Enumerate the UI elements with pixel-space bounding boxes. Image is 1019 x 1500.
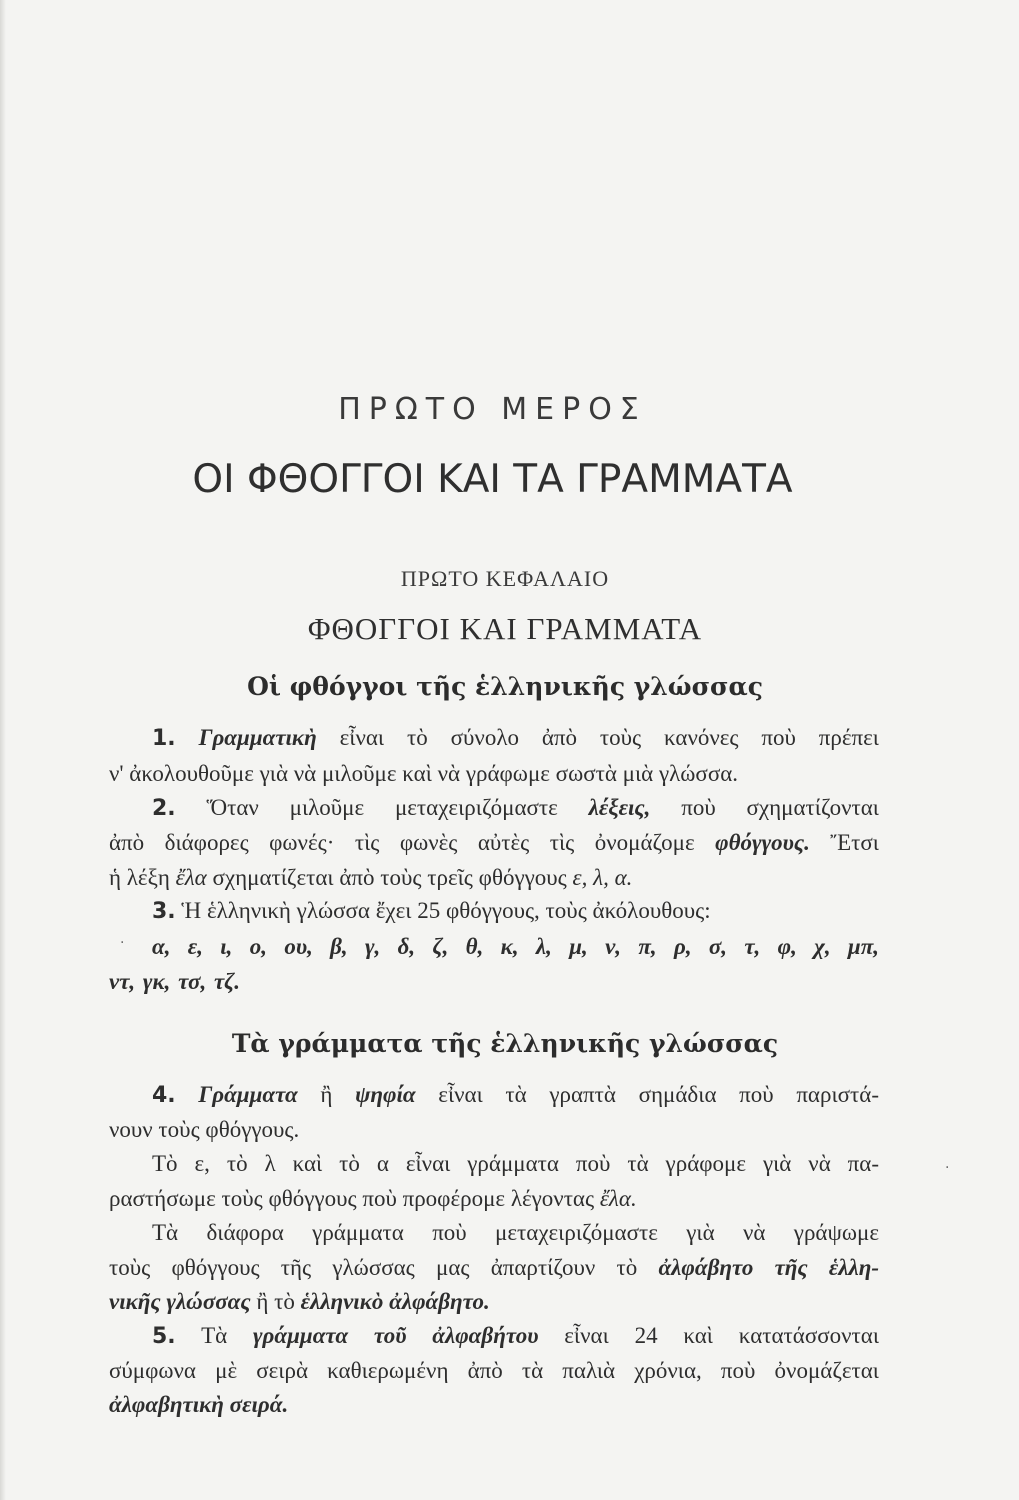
paragraph-3-line-1 — [152, 893, 879, 929]
text-run: ἡ λέξη — [109, 865, 176, 890]
text-run: τοὺς φθόγγους τῆς γλώσσας μας ἀπαρτίζουν τὸ — [109, 1255, 659, 1280]
paragraph-1-line-1 — [152, 720, 879, 756]
paragraph-1-line-2: ν' ἀκολουθοῦμε γιὰ νὰ μιλοῦμε καὶ νὰ γράφωμε σωστὰ μιὰ γλώσσα. — [109, 761, 739, 786]
term-psifia: ψηφία — [355, 1082, 416, 1107]
text-run: ἢ — [297, 1082, 356, 1107]
text-run: Ὅταν μιλοῦμε μεταχειριζόμαστε — [175, 795, 589, 820]
chapter-title: ΦΘΟΓΓΟΙ ΚΑΙ ΓΡΑΜΜΑΤΑ — [307, 611, 703, 646]
paragraph-4-line-5: Τὰ διάφορα γράμματα ποὺ μεταχειριζόμαστε γιὰ νὰ γράψωμε — [152, 1220, 879, 1245]
paragraph-2-line-3 — [109, 860, 879, 896]
term-alfavitiki-seira: ἀλφαβητικὴ σειρά. — [109, 1392, 289, 1417]
paragraph-number: 4. — [152, 1083, 176, 1108]
paragraph-5-line-1 — [152, 1318, 879, 1354]
paragraph-4-line-3: Τὸ ε, τὸ λ καὶ τὸ α εἶναι γράμματα ποὺ τὰ γράφομε γιὰ νὰ πα- — [152, 1151, 879, 1176]
example-word: ἔλα — [175, 865, 207, 890]
paragraph-number: 1. — [152, 726, 176, 751]
text-run: ραστήσωμε τοὺς φθόγγους ποὺ προφέρομε λέγοντας — [109, 1186, 600, 1211]
text-run: ἢ τὸ — [250, 1289, 301, 1314]
text-run: εἶναι 24 καὶ κατατάσσονται — [538, 1323, 880, 1348]
example-word: ἔλα. — [599, 1186, 637, 1211]
scan-speck: · — [945, 1160, 950, 1176]
text-run: Ἡ ἑλληνικὴ γλώσσα ἔχει 25 φθόγγους, τοὺς ἀκόλουθους: — [175, 898, 711, 923]
scan-speck: · — [120, 935, 125, 951]
term-ellinikis-glossas: νικῆς γλώσσας — [109, 1289, 251, 1314]
paragraph-number: 3. — [152, 899, 176, 924]
paragraph-2-line-1 — [152, 790, 879, 826]
paragraph-4-line-1 — [152, 1077, 879, 1113]
text-run: εἶναι τὸ σύνολο ἀπὸ τοὺς κανόνες ποὺ πρέπει — [316, 725, 879, 750]
paragraph-4-line-6 — [109, 1250, 879, 1286]
text-run: Τὰ — [175, 1323, 253, 1348]
sounds-list-line-2: ντ, γκ, τσ, τζ. — [109, 969, 241, 994]
section-heading-grammata: Τὰ γράμματα τῆς ἑλληνικῆς γλώσσας — [231, 1029, 779, 1058]
term-grammatiki: Γραμματικὴ — [198, 725, 317, 750]
paragraph-5-line-3 — [109, 1387, 879, 1423]
section-heading-phthongoi: Οἱ φθόγγοι τῆς ἑλληνικῆς γλώσσας — [247, 672, 763, 701]
text-run: σχηματίζεται ἀπὸ τοὺς τρεῖς φθόγγους — [206, 865, 573, 890]
term-alfavito: ἀλφάβητο τῆς ἑλλη- — [658, 1255, 879, 1280]
paragraph-2-line-2 — [109, 825, 879, 861]
paragraph-4-line-4 — [109, 1181, 879, 1217]
paragraph-number: 2. — [152, 796, 176, 821]
term-phthongous: φθόγγους. — [715, 830, 810, 855]
term-lexeis: λέξεις, — [588, 795, 651, 820]
text-run: εἶναι τὰ γραπτὰ σημάδια ποὺ παριστά- — [415, 1082, 879, 1107]
chapter-label: ΠΡΩΤΟ ΚΕΦΑΛΑΙΟ — [400, 566, 610, 591]
term-grammata-alfavitou: γράμματα τοῦ ἀλφαβήτου — [252, 1323, 539, 1348]
term-elliniko-alfavito: ἑλληνικὸ ἀλφάβητο. — [300, 1289, 490, 1314]
example-sounds: ε, λ, α. — [572, 865, 633, 890]
part-title: ΟΙ ΦΘΟΓΓΟΙ ΚΑΙ ΤΑ ΓΡΑΜΜΑΤΑ — [192, 457, 793, 502]
sounds-list-line-1: α, ε, ι, ο, ου, β, γ, δ, ζ, θ, κ, λ, μ, ν, π, ρ, σ, τ, φ, χ, μπ, — [152, 934, 879, 959]
paragraph-4-line-7 — [109, 1284, 879, 1320]
term-grammata: Γράμματα — [198, 1082, 298, 1107]
paragraph-5-line-2: σύμφωνα μὲ σειρὰ καθιερωμένη ἀπὸ τὰ παλιὰ χρόνια, ποὺ ὀνομάζεται — [109, 1358, 879, 1383]
text-run: ἀπὸ διάφορες φωνές· τὶς φωνὲς αὐτὲς τὶς ὀνομάζομε — [109, 830, 716, 855]
part-label: ΠΡΩΤΟ ΜΕΡΟΣ — [338, 392, 647, 427]
paragraph-4-line-2: νουν τοὺς φθόγγους. — [109, 1117, 300, 1142]
page-edge — [0, 0, 6, 1500]
paragraph-number: 5. — [152, 1324, 176, 1349]
text-run: Ἔτσι — [809, 830, 879, 855]
text-run: ποὺ σχηματίζονται — [650, 795, 879, 820]
